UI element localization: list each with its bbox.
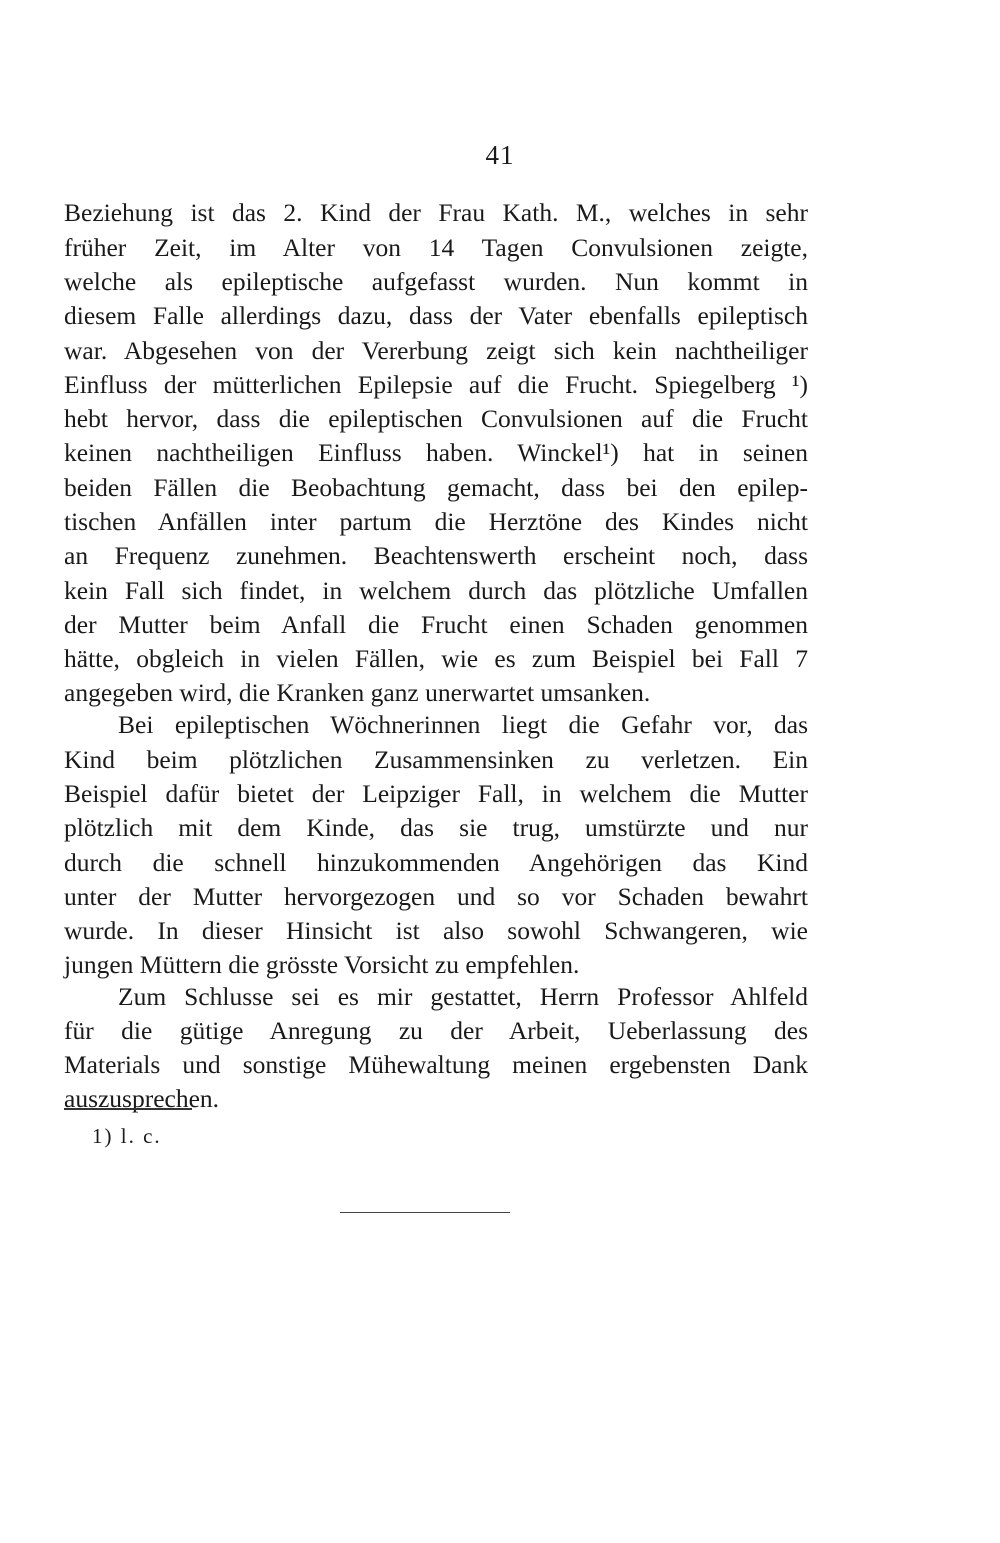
text-line: wurde. In dieser Hinsicht ist also sowohl Schwangeren, wie bbox=[64, 916, 808, 945]
text-line: welche als epileptische aufgefasst wurden. Nun kommt in bbox=[64, 267, 808, 296]
text-line: kein Fall sich findet, in welchem durch das plötzliche Umfallen bbox=[64, 576, 808, 605]
text-line: der Mutter beim Anfall die Frucht einen Schaden genommen bbox=[64, 610, 808, 639]
text-line: jungen Müttern die grösste Vorsicht zu empfehlen. bbox=[64, 950, 580, 979]
text-line: Beispiel dafür bietet der Leipziger Fall, in welchem die Mutter bbox=[64, 779, 808, 808]
text-line: diesem Falle allerdings dazu, dass der Vater ebenfalls epileptisch bbox=[64, 301, 808, 330]
text-line: plötzlich mit dem Kinde, das sie trug, umstürzte und nur bbox=[64, 813, 808, 842]
text-line: unter der Mutter hervorgezogen und so vor Schaden bewahrt bbox=[64, 882, 808, 911]
text-line: Einfluss der mütterlichen Epilepsie auf die Frucht. Spiegelberg ¹) bbox=[64, 370, 808, 399]
page-number: 41 bbox=[485, 140, 515, 170]
text-line: Bei epileptischen Wöchnerinnen liegt die Gefahr vor, das bbox=[118, 710, 808, 739]
text-line: hebt hervor, dass die epileptischen Convulsionen auf die Frucht bbox=[64, 404, 808, 433]
footnote-divider bbox=[64, 1108, 192, 1110]
text-line: auszusprechen. bbox=[64, 1084, 220, 1113]
text-line: Zum Schlusse sei es mir gestattet, Herrn Professor Ahlfeld bbox=[118, 982, 808, 1011]
text-line: durch die schnell hinzukommenden Angehörigen das Kind bbox=[64, 848, 808, 877]
text-line: Kind beim plötzlichen Zusammensinken zu verletzen. Ein bbox=[64, 745, 808, 774]
text-line: hätte, obgleich in vielen Fällen, wie es zum Beispiel bei Fall 7 bbox=[64, 644, 808, 673]
text-line: für die gütige Anregung zu der Arbeit, Ueberlassung des bbox=[64, 1016, 808, 1045]
text-line: früher Zeit, im Alter von 14 Tagen Convulsionen zeigte, bbox=[64, 233, 808, 262]
footnote: 1) l. c. bbox=[92, 1124, 162, 1148]
text-line: Materials und sonstige Mühewaltung meinen ergebensten Dank bbox=[64, 1050, 808, 1079]
text-line: an Frequenz zunehmen. Beachtenswerth erscheint noch, dass bbox=[64, 541, 808, 570]
text-line: keinen nachtheiligen Einfluss haben. Winckel¹) hat in seinen bbox=[64, 438, 808, 467]
text-line: tischen Anfällen inter partum die Herztöne des Kindes nicht bbox=[64, 507, 808, 536]
text-line: Beziehung ist das 2. Kind der Frau Kath. M., welches in sehr bbox=[64, 198, 808, 227]
text-line: war. Abgesehen von der Vererbung zeigt sich kein nachtheiliger bbox=[64, 336, 808, 365]
end-divider bbox=[340, 1212, 510, 1213]
text-line: angegeben wird, die Kranken ganz unerwartet umsanken. bbox=[64, 678, 651, 707]
text-line: beiden Fällen die Beobachtung gemacht, dass bei den epilep- bbox=[64, 473, 808, 502]
